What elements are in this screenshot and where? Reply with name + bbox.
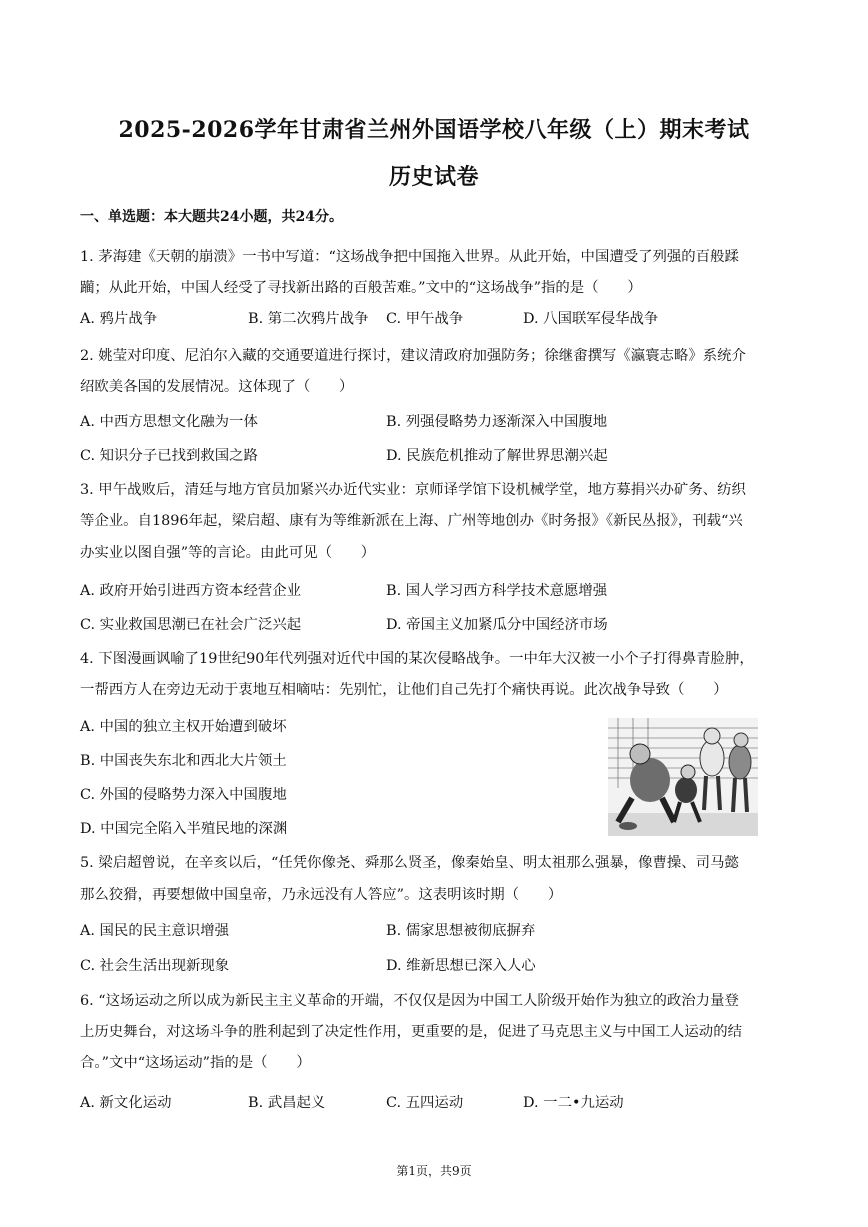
exam-subject-title: 历史试卷: [388, 164, 479, 190]
question-text-line: 合。”文中“这场运动”指的是（ ）: [80, 1055, 311, 1071]
option-d: D. 维新思想已深入人心: [386, 958, 536, 974]
option-d: D. 民族危机推动了解世界思潮兴起: [386, 448, 608, 464]
question-text-line: 那么狡猾，再要想做中国皇帝，乃永远没有人答应”。这表明该时期（ ）: [80, 887, 563, 903]
option-a: A. 中西方思想文化融为一体: [80, 414, 258, 430]
question-text-line: 办实业以图自强”等的言论。由此可见（ ）: [80, 545, 376, 561]
question-text-line: 4. 下图漫画讽喻了19世纪90年代列强对近代中国的某次侵略战争。一中年大汉被一小个子打得鼻青脸肿，: [80, 651, 754, 667]
option-a: A. 鸦片战争: [80, 311, 158, 327]
exam-title: 2025-2026学年甘肃省兰州外国语学校八年级（上）期末考试: [118, 117, 750, 143]
section-header: 一、单选题：本大题共24小题，共24分。: [80, 209, 343, 225]
option-a: A. 政府开始引进西方资本经营企业: [80, 583, 302, 599]
question-text-line: 躏；从此开始，中国人经受了寻找新出路的百般苦难。”文中的“这场战争”指的是（ ）: [80, 280, 642, 296]
cartoon-image: [608, 718, 758, 836]
question-text-line: 3. 甲午战败后，清廷与地方官员加紧兴办近代实业：京师译学馆下设机械学堂，地方募捐兴办矿务、纺织: [80, 482, 746, 498]
option-d: D. 中国完全陷入半殖民地的深渊: [80, 821, 288, 837]
question-text-line: 一帮西方人在旁边无动于衷地互相嘀咕：先别忙，让他们自己先打个痛快再说。此次战争导致（ ）: [80, 682, 728, 698]
question-text-line: 绍欧美各国的发展情况。这体现了（ ）: [80, 379, 354, 395]
question-text-line: 2. 姚莹对印度、尼泊尔入藏的交通要道进行探讨，建议清政府加强防务；徐继畬撰写《瀛寰志略》系统介: [80, 348, 746, 364]
question-text-line: 5. 梁启超曾说，在辛亥以后，“任凭你像尧、舜那么贤圣，像秦始皇、明太祖那么强暴，像曹操、司马懿: [80, 855, 739, 871]
question-text-line: 1. 茅海建《天朝的崩溃》一书中写道：“这场战争把中国拖入世界。从此开始，中国遭受了列强的百般蹂: [80, 249, 739, 265]
option-b: B. 列强侵略势力逐渐深入中国腹地: [386, 414, 608, 430]
question-text-line: 等企业。自1896年起，梁启超、康有为等维新派在上海、广州等地创办《时务报》《新民丛报》，刊载“兴: [80, 513, 743, 529]
option-c: C. 五四运动: [386, 1095, 464, 1111]
option-c: C. 社会生活出现新现象: [80, 958, 230, 974]
option-b: B. 武昌起义: [248, 1095, 326, 1111]
option-b: B. 国人学习西方科学技术意愿增强: [386, 583, 608, 599]
option-d: D. 一二•九运动: [523, 1095, 624, 1111]
option-a: A. 新文化运动: [80, 1095, 172, 1111]
option-b: B. 儒家思想被彻底摒弃: [386, 923, 536, 939]
option-b: B. 第二次鸦片战争: [248, 311, 369, 327]
question-text-line: 上历史舞台，对这场斗争的胜利起到了决定性作用，更重要的是，促进了马克思主义与中国工人运动的结: [80, 1024, 742, 1040]
option-a: A. 中国的独立主权开始遭到破坏: [80, 719, 287, 735]
question-text-line: 6. “这场运动之所以成为新民主主义革命的开端，不仅仅是因为中国工人阶级开始作为独立的政治力量登: [80, 993, 739, 1009]
option-a: A. 国民的民主意识增强: [80, 923, 230, 939]
option-b: B. 中国丧失东北和西北大片领土: [80, 753, 287, 769]
option-c: C. 知识分子已找到救国之路: [80, 448, 258, 464]
option-d: D. 帝国主义加紧瓜分中国经济市场: [386, 617, 608, 633]
page-number: 第1页，共9页: [396, 1164, 472, 1178]
option-c: C. 甲午战争: [386, 311, 464, 327]
option-c: C. 外国的侵略势力深入中国腹地: [80, 787, 287, 803]
option-d: D. 八国联军侵华战争: [523, 311, 659, 327]
option-c: C. 实业救国思潮已在社会广泛兴起: [80, 617, 302, 633]
